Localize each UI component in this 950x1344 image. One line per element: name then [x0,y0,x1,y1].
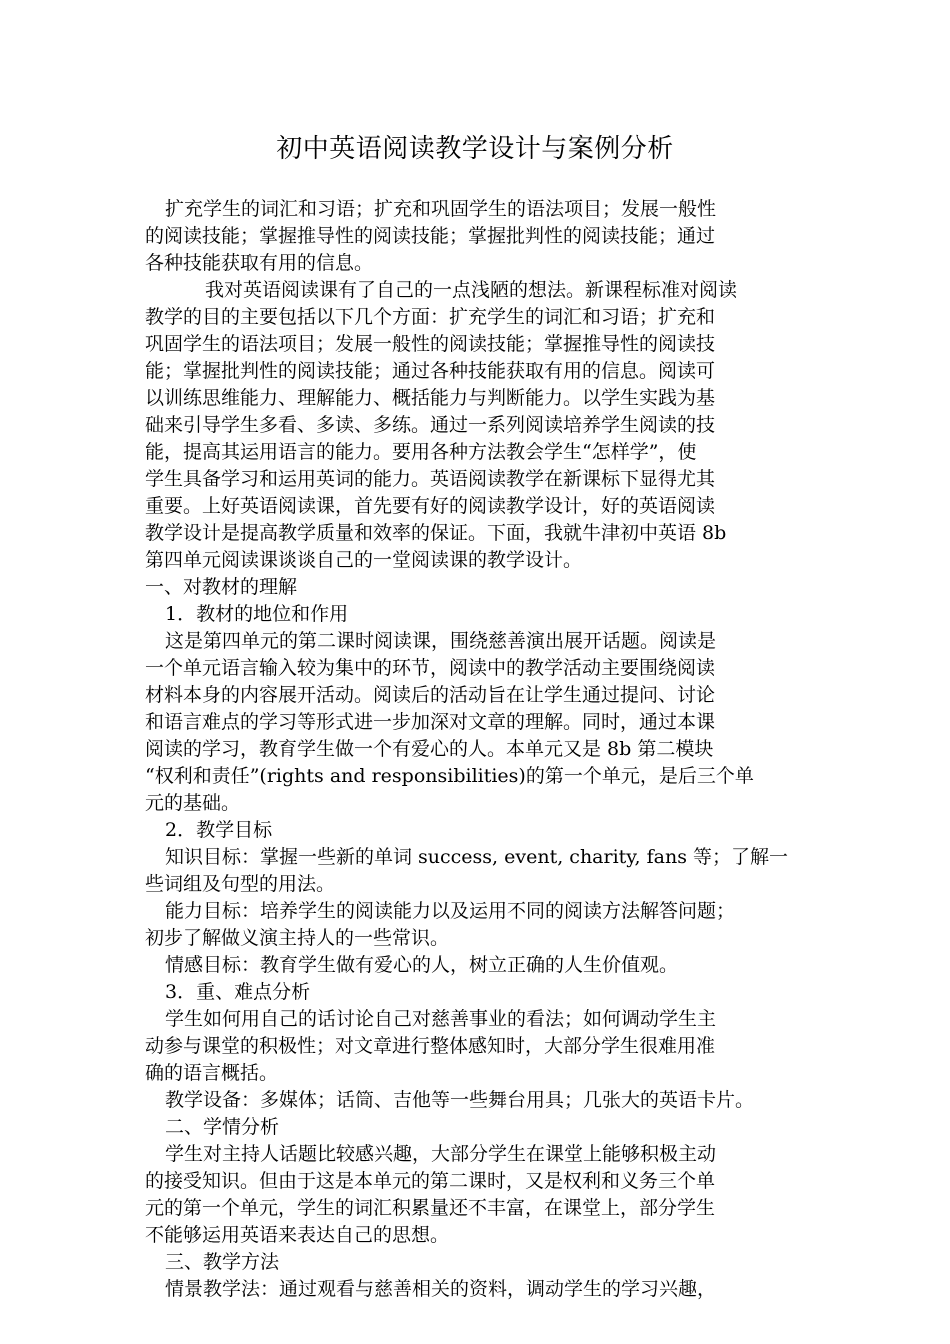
text-line: 二、学情分析 [165,1116,280,1138]
text-line: 学生对主持人话题比较感兴趣，大部分学生在课堂上能够积极主动 [165,1143,717,1165]
text-line: 扩充学生的词汇和习语；扩充和巩固学生的语法项目；发展一般性 [165,198,717,220]
text-line: 2．教学目标 [165,819,273,841]
text-line: 学生如何用自己的话讨论自己对慈善事业的看法；如何调动学生主 [165,1008,717,1030]
text-line: 三、教学方法 [165,1251,280,1273]
text-line: 教学的目的主要包括以下几个方面：扩充学生的词汇和习语；扩充和 [145,306,716,328]
text-line: 3．重、难点分析 [165,981,311,1003]
text-line: 各种技能获取有用的信息。 [145,252,374,274]
text-line: 知识目标：掌握一些新的单词 success, event, charity, fans 等；了解一 [165,846,788,868]
text-line: 阅读的学习，教育学生做一个有爱心的人。本单元又是 8b 第二模块 [145,738,714,760]
text-line: 情感目标：教育学生做有爱心的人，树立正确的人生价值观。 [165,954,679,976]
text-line: 重要。上好英语阅读课，首先要有好的阅读教学设计，好的英语阅读 [145,495,716,517]
text-line: 能力目标：培养学生的阅读能力以及运用不同的阅读方法解答问题； [165,900,736,922]
text-line: 些词组及句型的用法。 [145,873,336,895]
text-line: 我对英语阅读课有了自己的一点浅陋的想法。新课程标准对阅读 [205,279,738,301]
text-line: 不能够运用英语来表达自己的思想。 [145,1224,450,1246]
document-body [145,196,825,1303]
text-line: 情景教学法：通过观看与慈善相关的资料，调动学生的学习兴趣， [165,1278,717,1300]
text-line: 元的基础。 [145,792,241,814]
document-title: 初中英语阅读教学设计与案例分析 [276,134,674,164]
text-line: 第四单元阅读课谈谈自己的一堂阅读课的教学设计。 [145,549,583,571]
text-line: 一个单元语言输入较为集中的环节，阅读中的教学活动主要围绕阅读 [145,657,716,679]
text-line: 能；掌握批判性的阅读技能；通过各种技能获取有用的信息。阅读可 [145,360,716,382]
text-line: 能，提高其运用语言的能力。要用各种方法教会学生“怎样学”，使 [145,441,697,463]
text-line: 教学设备：多媒体；话筒、吉他等一些舞台用具；几张大的英语卡片。 [165,1089,755,1111]
text-line: 初步了解做义演主持人的一些常识。 [145,927,450,949]
text-line: 材料本身的内容展开活动。阅读后的活动旨在让学生通过提问、讨论 [145,684,716,706]
text-line: 元的第一个单元，学生的词汇积累量还不丰富，在课堂上，部分学生 [145,1197,716,1219]
text-line: 这是第四单元的第二课时阅读课，围绕慈善演出展开话题。阅读是 [165,630,717,652]
text-line: 1．教材的地位和作用 [165,603,349,625]
text-line: “权利和责任”(rights and responsibilities)的第一个单元，是后三个单 [145,765,754,787]
text-line: 动参与课堂的积极性；对文章进行整体感知时，大部分学生很难用准 [145,1035,716,1057]
text-line: 以训练思维能力、理解能力、概括能力与判断能力。以学生实践为基 [145,387,716,409]
text-line: 础来引导学生多看、多读、多练。通过一系列阅读培养学生阅读的技 [145,414,716,436]
text-line: 的阅读技能；掌握推导性的阅读技能；掌握批判性的阅读技能；通过 [145,225,716,247]
text-line: 教学设计是提高教学质量和效率的保证。下面，我就牛津初中英语 8b [145,522,727,544]
text-line: 巩固学生的语法项目；发展一般性的阅读技能；掌握推导性的阅读技 [145,333,716,355]
text-line: 的接受知识。但由于这是本单元的第二课时，又是权利和义务三个单 [145,1170,716,1192]
text-line: 和语言难点的学习等形式进一步加深对文章的理解。同时，通过本课 [145,711,716,733]
text-line: 确的语言概括。 [145,1062,279,1084]
text-line: 学生具备学习和运用英词的能力。英语阅读教学在新课标下显得尤其 [145,468,716,490]
text-line: 一、对教材的理解 [145,576,298,598]
